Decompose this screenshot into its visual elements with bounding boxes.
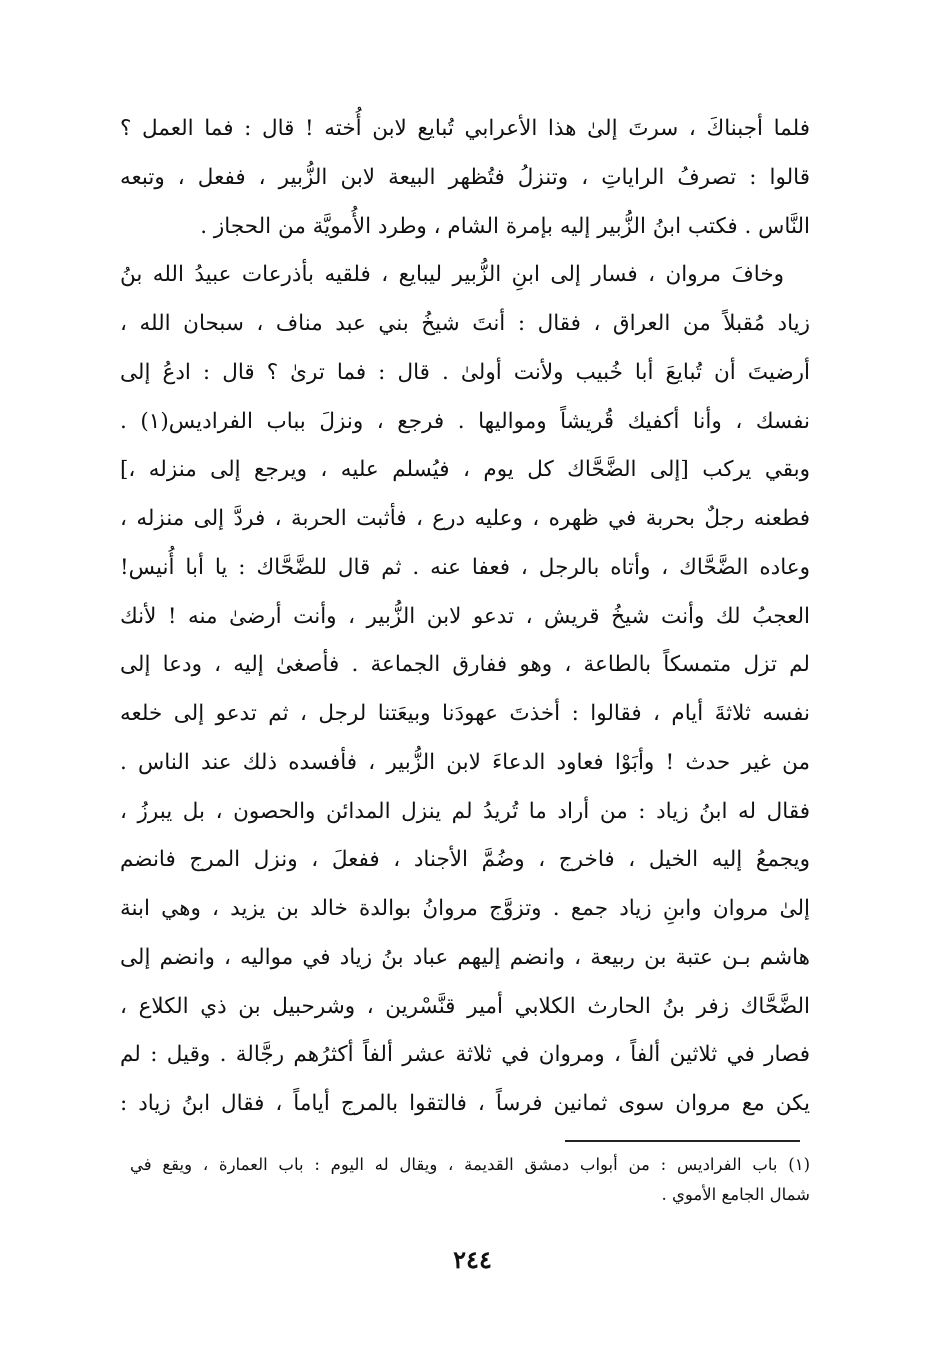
text-line: ويجمعُ إليه الخيل ، فاخرج ، وضُمَّ الأجناد ، ففعلَ ، ونزل المرج فانضم	[120, 847, 810, 873]
page-number: ٢٤٤	[453, 1245, 492, 1274]
text-line: وبقي يركب [إلى الضَّحَّاك كل يوم ، فيُسلم عليه ، ويرجع إلى منزله ،]	[120, 457, 810, 483]
text-line: يكن مع مروان سوى ثمانين فرساً ، فالتقوا بالمرج أياماً ، فقال ابنُ زياد :	[120, 1091, 810, 1116]
text-line: هاشم بـن عتبة بن ربيعة ، وانضم إليهم عباد بنُ زياد في مواليه ، وانضم إلى	[120, 944, 810, 970]
text-line: فطعنه رجلٌ بحربة في ظهره ، وعليه درع ، فأثبت الحربة ، فردَّ إلى منزله ،	[120, 506, 810, 531]
text-line: قالوا : تصرفُ الراياتِ ، وتنزلُ فتُظهر البيعة لابن الزُّبير ، ففعل ، وتبعه	[120, 164, 810, 190]
text-line: زياد مُقبلاً من العراق ، فقال : أنتَ شيخُ بني عبد مناف ، سبحان الله ،	[120, 311, 810, 336]
text-line: وخافَ مروان ، فسار إلى ابنِ الزُّبير ليبايع ، فلقيه بأذرعات عبيدُ الله بنُ	[120, 262, 784, 288]
text-line: النَّاس . فكتب ابنُ الزُّبير إليه بإمرة الشام ، وطرد الأُمويَّة من الحجاز .	[200, 213, 810, 239]
text-line: فصار في ثلاثين ألفاً ، ومروان في ثلاثة عشر ألفاً أكثرُهم رجَّالة . وقيل : لم	[120, 1042, 810, 1068]
text-line: وعاده الضَّحَّاك ، وأتاه بالرجل ، فعفا عنه . ثم قال للضَّحَّاك : يا أبا أُنيس!	[120, 554, 810, 580]
text-line: فقال له ابنُ زياد : من أراد ما تُريدُ لم ينزل المدائن والحصون ، بل يبرزُ ،	[120, 798, 810, 824]
text-line: العجبُ لك وأنت شيخُ قريش ، تدعو لابن الزُّبير ، وأنت أرضىٰ منه ! لأنك	[120, 603, 810, 629]
footnote-line: (١) باب الفراديس : من أبواب دمشق القديمة ، ويقال له اليوم : باب العمارة ، ويقع في	[130, 1155, 810, 1174]
footnote	[130, 1150, 810, 1210]
body-text	[120, 105, 810, 1129]
text-line: لم تزل متمسكاً بالطاعة ، وهو ففارق الجماعة . فأصغىٰ إليه ، ودعا إلى	[120, 652, 810, 678]
text-line: نفسه ثلاثةَ أيام ، فقالوا : أخذتَ عهودَنا وبيعَتنا لرجل ، ثم تدعو إلى خلعه	[120, 701, 810, 726]
footnote-separator	[565, 1140, 800, 1142]
text-line: من غير حدث ! وأبَوْا فعاود الدعاءَ لابن الزُّبير ، فأفسده ذلك عند الناس .	[120, 749, 810, 775]
text-line: فلما أجبناكَ ، سرتَ إلىٰ هذا الأعرابي تُبايع لابن أُخته ! قال : فما العمل ؟	[120, 116, 810, 141]
footnote-line: شمال الجامع الأموي .	[661, 1185, 810, 1204]
text-line: الضَّحَّاك زفر بنُ الحارث الكلابي أمير قنَّسْرين ، وشرحبيل بن ذي الكلاع ،	[120, 993, 810, 1019]
text-line: أرضيتَ أن تُبايعَ أبا خُبيب ولأنت أولىٰ . قال : فما ترىٰ ؟ قال : ادعُ إلى	[120, 359, 810, 385]
text-line: إلىٰ مروان وابنِ زياد جمع . وتزوَّج مروانُ بوالدة خالد بن يزيد ، وهي ابنة	[120, 896, 810, 921]
text-line: نفسك ، وأنا أكفيك قُريشاً ومواليها . فرجع ، ونزلَ بباب الفراديس(١) .	[120, 408, 810, 434]
